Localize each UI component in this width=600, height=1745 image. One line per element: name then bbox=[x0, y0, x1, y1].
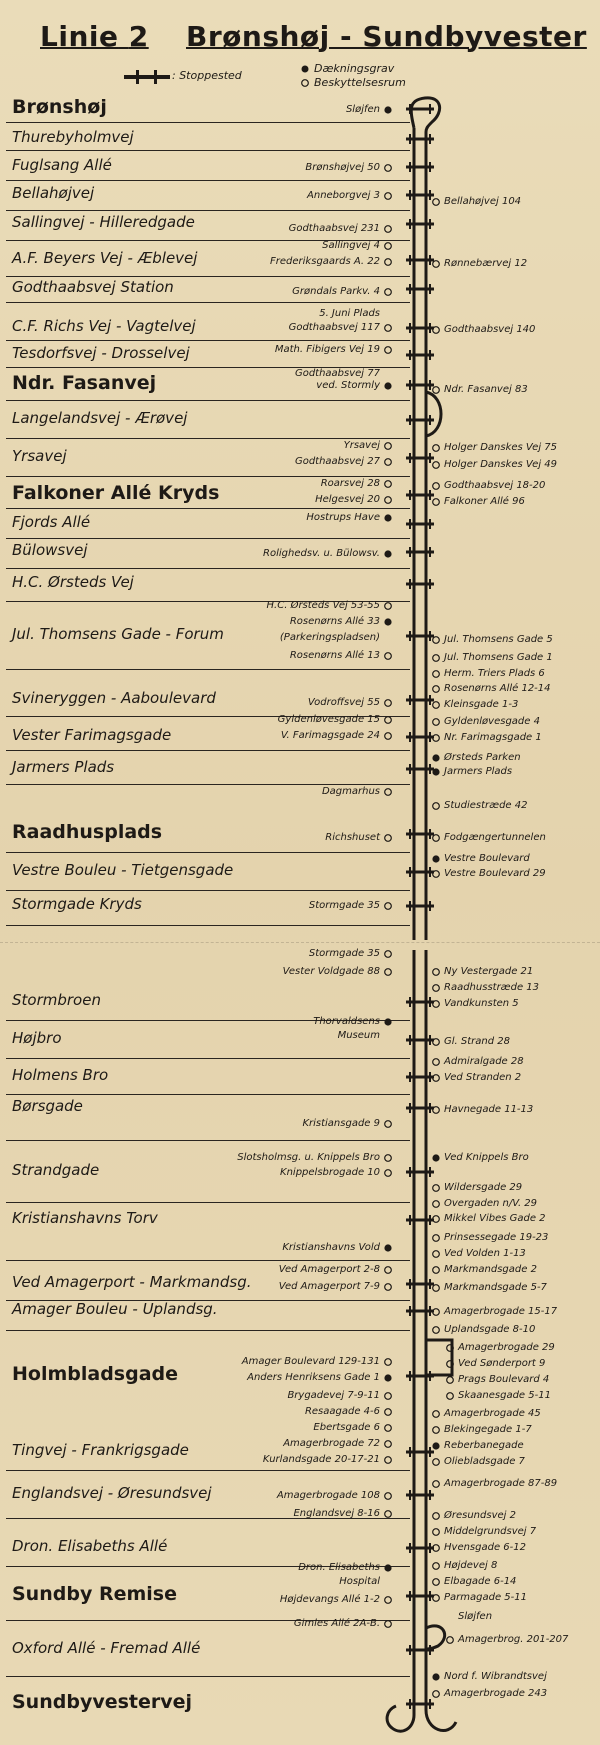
shelter-circle-icon bbox=[385, 700, 392, 707]
right-shelter-label: Ørsteds Parken bbox=[444, 752, 521, 763]
left-shelter-label: Helgesvej 20 bbox=[315, 494, 380, 505]
stop-name: Thurebyholmvej bbox=[12, 128, 134, 146]
right-shelter-label: Reberbanegade bbox=[444, 1440, 524, 1451]
right-shelter-label: Kleinsgade 1-3 bbox=[444, 699, 519, 710]
shelter-circle-icon bbox=[385, 325, 392, 332]
stop-name: Jul. Thomsens Gade - Forum bbox=[12, 625, 224, 643]
shelter-circle-icon bbox=[385, 1121, 392, 1128]
left-shelter-label: Amagerbrogade 108 bbox=[276, 1490, 380, 1501]
left-shelter-label: Stormgade 35 bbox=[308, 900, 380, 911]
shelter-circle-icon bbox=[447, 1377, 454, 1384]
right-shelter-label: Rønnebærvej 12 bbox=[444, 258, 528, 269]
right-shelter-label: Fodgængertunnelen bbox=[444, 832, 546, 843]
left-shelter-label: Hospital bbox=[339, 1576, 380, 1587]
right-shelter-label: Markmandsgade 5-7 bbox=[444, 1282, 547, 1293]
legend-shelter: Beskyttelsesrum bbox=[314, 76, 406, 89]
right-shelter-label: Bellahøjvej 104 bbox=[444, 196, 522, 207]
right-shelter-label: Skaanesgade 5-11 bbox=[458, 1390, 551, 1401]
left-shelter-label: Rolighedsv. u. Bülowsv. bbox=[263, 548, 380, 559]
trench-dot-icon bbox=[384, 1374, 391, 1381]
stop-name: Fuglsang Allé bbox=[12, 156, 112, 174]
shelter-circle-icon bbox=[385, 951, 392, 958]
left-shelter-label: Amager Boulevard 129-131 bbox=[241, 1356, 380, 1367]
stop-name: Holmens Bro bbox=[12, 1066, 109, 1084]
shelter-circle-icon bbox=[433, 1285, 440, 1292]
stop-name: Kristianshavns Torv bbox=[12, 1209, 158, 1227]
right-shelter-label: Studiestræde 42 bbox=[444, 800, 528, 811]
left-shelter-label: Sløjfen bbox=[345, 104, 380, 115]
right-shelter-label: Ved Sønderport 9 bbox=[458, 1358, 546, 1369]
right-shelter-label: Oliebladsgade 7 bbox=[444, 1456, 525, 1467]
trench-dot-icon bbox=[432, 855, 439, 862]
bottom-hook-left bbox=[387, 1650, 414, 1731]
shelter-circle-icon bbox=[433, 327, 440, 334]
shelter-circle-icon bbox=[433, 637, 440, 644]
left-shelter-label: Ebertsgade 6 bbox=[313, 1422, 380, 1433]
trench-dot-icon bbox=[384, 514, 391, 521]
left-shelter-label: Stormgade 35 bbox=[308, 948, 380, 959]
right-shelter-label: Prinsessegade 19-23 bbox=[444, 1232, 549, 1243]
stop-name: Svineryggen - Aaboulevard bbox=[12, 689, 216, 707]
right-shelter-label: Nr. Farimagsgade 1 bbox=[444, 732, 542, 743]
right-shelter-label: Rosenørns Allé 12-14 bbox=[444, 683, 551, 694]
stop-name: C.F. Richs Vej - Vagtelvej bbox=[12, 317, 196, 335]
right-shelter-label: Jarmers Plads bbox=[444, 766, 513, 777]
shelter-circle-icon bbox=[385, 226, 392, 233]
shelter-circle-icon bbox=[433, 1107, 440, 1114]
left-shelter-label: Godthaabsvej 27 bbox=[294, 456, 380, 467]
shelter-circle-icon bbox=[433, 462, 440, 469]
stop-name: Ved Amagerport - Markmandsg. bbox=[12, 1273, 252, 1291]
left-shelter-label: Roarsvej 28 bbox=[320, 478, 380, 489]
shelter-circle-icon bbox=[385, 603, 392, 610]
shelter-circle-icon bbox=[385, 459, 392, 466]
right-shelter-label: Markmandsgade 2 bbox=[444, 1264, 537, 1275]
right-shelter-label: Amagerbrogade 87-89 bbox=[444, 1478, 558, 1489]
stop-name: H.C. Ørsteds Vej bbox=[12, 573, 134, 591]
right-shelter-label: Jul. Thomsens Gade 1 bbox=[444, 652, 553, 663]
left-shelter-label: Gyldenløvesgade 15 bbox=[277, 714, 380, 725]
right-shelter-label: Blekingegade 1-7 bbox=[444, 1424, 532, 1435]
left-shelter-label: Højdevangs Allé 1-2 bbox=[279, 1594, 380, 1605]
shelter-circle-icon bbox=[385, 1597, 392, 1604]
right-shelter-label: Amagerbrogade 243 bbox=[444, 1688, 548, 1699]
stop-name: Yrsavej bbox=[12, 447, 67, 465]
shelter-circle-icon bbox=[385, 1359, 392, 1366]
shelter-circle-icon bbox=[433, 803, 440, 810]
shelter-circle-icon bbox=[433, 719, 440, 726]
right-shelter-label: Overgaden n/V. 29 bbox=[444, 1198, 538, 1209]
left-shelter-label: Frederiksgaards A. 22 bbox=[270, 256, 380, 267]
shelter-circle-icon bbox=[385, 1493, 392, 1500]
right-shelter-label: Jul. Thomsens Gade 5 bbox=[444, 634, 553, 645]
left-shelter-label: Richshuset bbox=[325, 832, 380, 843]
left-shelter-label: Grøndals Parkv. 4 bbox=[292, 286, 380, 297]
left-shelter-label: Museum bbox=[337, 1030, 380, 1041]
shelter-circle-icon bbox=[385, 481, 392, 488]
shelter-circle-icon bbox=[433, 655, 440, 662]
right-shelter-label: Godthaabsvej 18-20 bbox=[444, 480, 546, 491]
stop-name: Amager Bouleu - Uplandsg. bbox=[12, 1300, 218, 1318]
right-shelter-label: Sløjfen bbox=[458, 1611, 493, 1622]
stop-name: Stormgade Kryds bbox=[12, 895, 142, 913]
right-shelter-label: Admiralgade 28 bbox=[444, 1056, 524, 1067]
shelter-circle-icon bbox=[433, 199, 440, 206]
stop-name: Vestre Bouleu - Tietgensgade bbox=[12, 861, 234, 879]
shelter-circle-icon bbox=[433, 445, 440, 452]
right-shelter-label: Middelgrundsvej 7 bbox=[444, 1526, 537, 1537]
shelter-circle-icon bbox=[433, 483, 440, 490]
shelter-circle-icon bbox=[433, 1039, 440, 1046]
shelter-circle-icon bbox=[385, 733, 392, 740]
shelter-circle-icon bbox=[433, 1411, 440, 1418]
left-shelter-label: Ved Amagerport 2-8 bbox=[278, 1264, 380, 1275]
right-shelter-label: Herm. Triers Plads 6 bbox=[444, 668, 545, 679]
shelter-circle-icon bbox=[433, 499, 440, 506]
right-shelter-label: Vestre Boulevard 29 bbox=[444, 868, 546, 879]
right-shelter-label: Amagerbrog. 201-207 bbox=[458, 1634, 569, 1645]
stop-name: Falkoner Allé Kryds bbox=[12, 482, 220, 504]
right-shelter-label: Højdevej 8 bbox=[444, 1560, 498, 1571]
left-shelter-label: Vodroffsvej 55 bbox=[307, 697, 380, 708]
right-shelter-label: Ved Stranden 2 bbox=[444, 1072, 522, 1083]
shelter-circle-icon bbox=[433, 686, 440, 693]
left-shelter-label: Dron. Elisabeths bbox=[298, 1562, 380, 1573]
top-loop bbox=[411, 98, 439, 132]
trench-dot-icon bbox=[432, 1154, 439, 1161]
shelter-circle-icon bbox=[385, 835, 392, 842]
trench-dot-icon bbox=[384, 1018, 391, 1025]
left-shelter-label: ved. Stormly bbox=[316, 380, 380, 391]
stop-name: Brønshøj bbox=[12, 96, 107, 118]
right-shelter-label: Godthaabsvej 140 bbox=[444, 324, 536, 335]
right-shelter-label: Amagerbrogade 45 bbox=[444, 1408, 541, 1419]
shelter-circle-icon bbox=[433, 387, 440, 394]
shelter-circle-icon bbox=[385, 653, 392, 660]
left-shelter-label: Englandsvej 8-16 bbox=[293, 1508, 380, 1519]
right-shelter-label: Mikkel Vibes Gade 2 bbox=[444, 1213, 546, 1224]
stop-name: Holmbladsgade bbox=[12, 1363, 179, 1385]
right-shelter-label: Uplandsgade 8-10 bbox=[444, 1324, 536, 1335]
left-shelter-label: Slotsholmsg. u. Knippels Bro bbox=[237, 1152, 380, 1163]
shelter-circle-icon bbox=[385, 1425, 392, 1432]
right-shelter-label: Vandkunsten 5 bbox=[444, 998, 519, 1009]
shelter-circle-icon bbox=[385, 243, 392, 250]
left-shelter-label: Brygadevej 7-9-11 bbox=[287, 1390, 380, 1401]
right-shelter-label: Havnegade 11-13 bbox=[444, 1104, 534, 1115]
left-shelter-label: Math. Fibigers Vej 19 bbox=[274, 344, 380, 355]
shelter-circle-icon bbox=[385, 165, 392, 172]
shelter-circle-icon bbox=[385, 1284, 392, 1291]
stop-name: Ndr. Fasanvej bbox=[12, 372, 157, 394]
detour-loop bbox=[426, 392, 441, 436]
stop-name: Oxford Allé - Fremad Allé bbox=[12, 1639, 201, 1657]
left-shelter-label: Rosenørns Allé 13 bbox=[289, 650, 380, 661]
right-shelter-label: Parmagade 5-11 bbox=[444, 1592, 527, 1603]
trench-dot-icon bbox=[384, 550, 391, 557]
shelter-circle-icon bbox=[385, 1267, 392, 1274]
shelter-circle-icon bbox=[433, 1459, 440, 1466]
left-shelter-label: Kristiansgade 9 bbox=[302, 1118, 380, 1129]
left-shelter-label: Brønshøjvej 50 bbox=[305, 162, 380, 173]
shelter-circle-icon bbox=[433, 1513, 440, 1520]
right-shelter-label: Elbagade 6-14 bbox=[444, 1576, 517, 1587]
shelter-circle-icon bbox=[385, 1170, 392, 1177]
stop-name: Bülowsvej bbox=[12, 541, 88, 559]
trench-dot-icon bbox=[384, 618, 391, 625]
stop-name: Vester Farimagsgade bbox=[12, 726, 172, 744]
stop-name: Godthaabsvej Station bbox=[12, 278, 174, 296]
right-shelter-label: Gyldenløvesgade 4 bbox=[444, 716, 540, 727]
right-shelter-label: Falkoner Allé 96 bbox=[444, 496, 525, 507]
shelter-circle-icon bbox=[433, 1059, 440, 1066]
trench-dot-icon bbox=[432, 754, 439, 761]
right-shelter-label: Holger Danskes Vej 75 bbox=[444, 442, 558, 453]
trench-dot-icon bbox=[384, 106, 391, 113]
shelter-circle-icon bbox=[433, 1267, 440, 1274]
trench-dot-icon bbox=[384, 1564, 391, 1571]
left-shelter-label: 5. Juni Plads bbox=[319, 308, 380, 319]
trench-dot-icon bbox=[384, 382, 391, 389]
left-shelter-label: Gimles Allé 2A-B. bbox=[293, 1618, 380, 1629]
left-shelter-label: Ved Amagerport 7-9 bbox=[278, 1281, 380, 1292]
bottom-hook-right bbox=[426, 1650, 456, 1731]
stop-name: Bellahøjvej bbox=[12, 184, 95, 202]
shelter-circle-icon bbox=[385, 443, 392, 450]
stop-name: Sundbyvestervej bbox=[12, 1691, 193, 1713]
stop-name: Tingvej - Frankrigsgade bbox=[12, 1441, 189, 1459]
shelter-circle-icon bbox=[385, 1441, 392, 1448]
shelter-circle-icon bbox=[433, 835, 440, 842]
left-shelter-label: Rosenørns Allé 33 bbox=[289, 616, 380, 627]
shelter-circle-icon bbox=[433, 1235, 440, 1242]
shelter-circle-icon bbox=[433, 985, 440, 992]
left-shelter-label: Amagerbrogade 72 bbox=[283, 1438, 380, 1449]
route-title: Brønshøj - Sundbyvester bbox=[186, 20, 587, 53]
line-number: 2 bbox=[128, 20, 149, 53]
shelter-circle-icon bbox=[385, 1393, 392, 1400]
stop-name: A.F. Beyers Vej - Æblevej bbox=[12, 249, 198, 267]
right-shelter-label: Ny Vestergade 21 bbox=[444, 966, 534, 977]
stop-name: Englandsvej - Øresundsvej bbox=[12, 1484, 212, 1502]
left-shelter-label: Dagmarhus bbox=[321, 786, 380, 797]
right-shelter-label: Ved Knippels Bro bbox=[444, 1152, 529, 1163]
left-shelter-label: Yrsavej bbox=[343, 440, 380, 451]
stop-name: Sundby Remise bbox=[12, 1583, 177, 1605]
right-shelter-label: Øresundsvej 2 bbox=[444, 1510, 516, 1521]
left-shelter-label: Hostrups Have bbox=[306, 512, 380, 523]
left-shelter-label: Resaagade 4-6 bbox=[304, 1406, 380, 1417]
shelter-circle-icon bbox=[385, 1409, 392, 1416]
right-shelter-label: Ved Volden 1-13 bbox=[444, 1248, 526, 1259]
shelter-circle-icon bbox=[385, 1457, 392, 1464]
shelter-circle-icon bbox=[433, 1001, 440, 1008]
shelter-circle-icon bbox=[447, 1637, 454, 1644]
left-shelter-label: (Parkeringspladsen) bbox=[279, 632, 380, 643]
shelter-circle-icon bbox=[433, 969, 440, 976]
stop-name: Langelandsvej - Ærøvej bbox=[12, 409, 188, 427]
right-shelter-label: Vestre Boulevard bbox=[444, 853, 530, 864]
stop-name: Børsgade bbox=[12, 1097, 83, 1115]
right-shelter-label: Prags Boulevard 4 bbox=[458, 1374, 550, 1385]
shelter-circle-icon bbox=[433, 1201, 440, 1208]
stop-name: Dron. Elisabeths Allé bbox=[12, 1537, 168, 1555]
trench-dot-icon bbox=[432, 1442, 439, 1449]
trench-dot-icon bbox=[432, 1673, 439, 1680]
trench-dot-icon bbox=[432, 768, 439, 775]
shelter-circle-icon bbox=[385, 1621, 392, 1628]
shelter-circle-icon bbox=[433, 1251, 440, 1258]
shelter-circle-icon bbox=[385, 347, 392, 354]
shelter-circle-icon bbox=[433, 1529, 440, 1536]
shelter-circle-icon bbox=[385, 193, 392, 200]
left-shelter-label: Vester Voldgade 88 bbox=[282, 966, 380, 977]
left-shelter-label: Thorvaldsens bbox=[313, 1016, 380, 1027]
left-shelter-label: Anneborgvej 3 bbox=[307, 190, 380, 201]
stop-name: Fjords Allé bbox=[12, 513, 91, 531]
lower-loop bbox=[426, 1626, 445, 1650]
shelter-circle-icon bbox=[385, 497, 392, 504]
right-shelter-label: Raadhusstræde 13 bbox=[444, 982, 540, 993]
left-shelter-label: Godthaabsvej 231 bbox=[288, 223, 380, 234]
stop-name: Raadhusplads bbox=[12, 821, 163, 843]
stop-name: Jarmers Plads bbox=[12, 758, 115, 776]
right-shelter-label: Amagerbrogade 15-17 bbox=[444, 1306, 558, 1317]
right-shelter-label: Hvensgade 6-12 bbox=[444, 1542, 526, 1553]
shelter-circle-icon bbox=[385, 259, 392, 266]
shelter-circle-icon bbox=[433, 1595, 440, 1602]
right-shelter-label: Nord f. Wibrandtsvej bbox=[444, 1671, 547, 1682]
shelter-circle-icon bbox=[433, 1481, 440, 1488]
shelter-circle-icon bbox=[433, 671, 440, 678]
left-shelter-label: V. Farimagsgade 24 bbox=[280, 730, 380, 741]
right-shelter-label: Amagerbrogade 29 bbox=[458, 1342, 555, 1353]
stop-name: Stormbroen bbox=[12, 991, 101, 1009]
shelter-circle-icon bbox=[385, 969, 392, 976]
shelter-circle-icon bbox=[447, 1393, 454, 1400]
shelter-circle-icon bbox=[433, 261, 440, 268]
left-shelter-label: Godthaabsvej 117 bbox=[288, 322, 380, 333]
stop-name: Højbro bbox=[12, 1029, 62, 1047]
shelter-circle-icon bbox=[385, 289, 392, 296]
shelter-circle-icon bbox=[433, 1691, 440, 1698]
right-shelter-label: Holger Danskes Vej 49 bbox=[444, 459, 558, 470]
legend-stop: : Stoppested bbox=[172, 69, 242, 82]
stop-name: Sallingvej - Hilleredgade bbox=[12, 213, 195, 231]
left-shelter-label: Knippelsbrogade 10 bbox=[280, 1167, 380, 1178]
left-shelter-label: Kurlandsgade 20-17-21 bbox=[262, 1454, 380, 1465]
right-shelter-label: Ndr. Fasanvej 83 bbox=[444, 384, 528, 395]
left-shelter-label: H.C. Ørsteds Vej 53-55 bbox=[266, 600, 380, 611]
shelter-circle-icon bbox=[433, 871, 440, 878]
shelter-circle-icon bbox=[385, 903, 392, 910]
left-shelter-label: Godthaabsvej 77 bbox=[294, 368, 380, 379]
trench-dot-icon bbox=[384, 1244, 391, 1251]
line-label: Linie bbox=[40, 20, 119, 53]
shelter-circle-icon bbox=[433, 1579, 440, 1586]
shelter-circle-icon bbox=[433, 1427, 440, 1434]
stop-name: Tesdorfsvej - Drosselvej bbox=[12, 344, 190, 362]
legend-trench: Dækningsgrav bbox=[314, 62, 395, 75]
right-shelter-label: Wildersgade 29 bbox=[444, 1182, 523, 1193]
shelter-circle-icon bbox=[385, 1155, 392, 1162]
shelter-circle-icon bbox=[385, 1511, 392, 1518]
left-shelter-label: Sallingvej 4 bbox=[322, 240, 380, 251]
shelter-circle-icon bbox=[433, 1185, 440, 1192]
shelter-circle-icon bbox=[433, 702, 440, 709]
shelter-circle-icon bbox=[433, 1563, 440, 1570]
shelter-circle-icon bbox=[385, 789, 392, 796]
shelter-circle-icon bbox=[433, 1327, 440, 1334]
stop-name: Strandgade bbox=[12, 1161, 100, 1179]
left-shelter-label: Kristianshavns Vold bbox=[282, 1242, 380, 1253]
right-shelter-label: Gl. Strand 28 bbox=[444, 1036, 510, 1047]
left-shelter-label: Anders Henriksens Gade 1 bbox=[247, 1372, 380, 1383]
shelter-circle-icon bbox=[385, 717, 392, 724]
